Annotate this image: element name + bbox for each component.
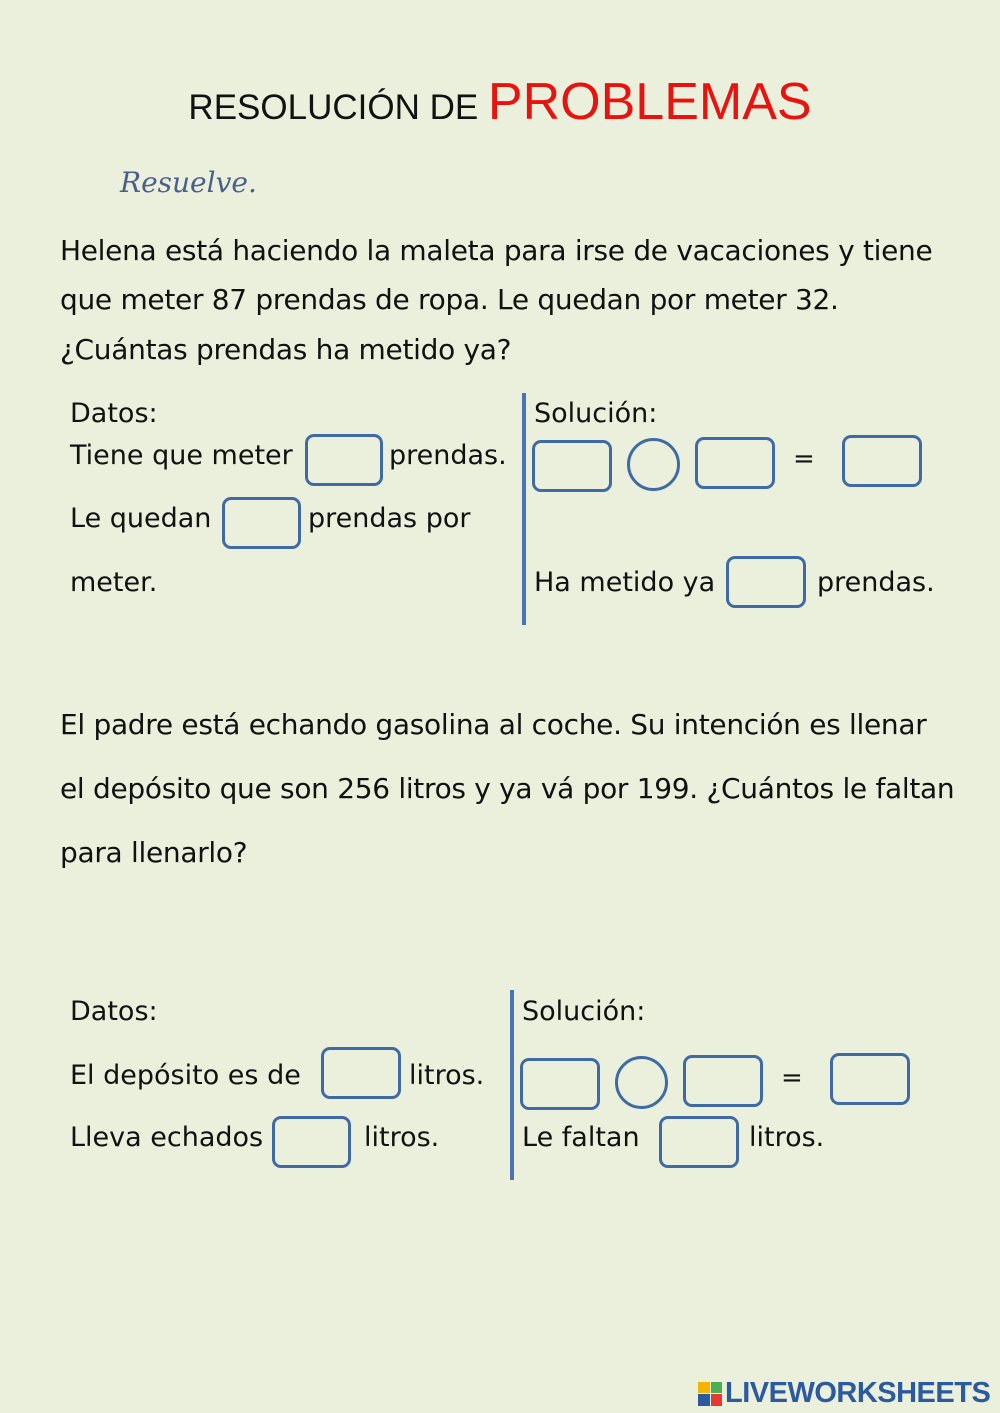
page-title (0, 72, 1000, 132)
problem1-operand1-input[interactable] (532, 440, 612, 492)
problem1-answer-before: Ha metido ya (534, 567, 716, 598)
liveworksheets-logo-icon (698, 1382, 722, 1406)
problem2-line2: el depósito que son 256 litros y ya vá por 199. ¿Cuántos le faltan (60, 772, 955, 805)
problem2-divider (510, 990, 514, 1180)
problem2-datos-line2-after: litros. (364, 1122, 440, 1153)
problem1-answer-after: prendas. (817, 567, 935, 598)
problem1-datos-label: Datos: (70, 398, 158, 429)
problem2-result-input[interactable] (830, 1053, 910, 1105)
problem1-total-input[interactable] (305, 434, 383, 486)
title-part2: PROBLEMAS (487, 73, 812, 131)
problem1-solucion-label: Solución: (534, 398, 658, 429)
problem1-datos-line3: meter. (70, 567, 158, 598)
problem1-operator-input[interactable] (627, 438, 680, 491)
problem2-equals-sign: = (781, 1063, 803, 1093)
problem2-operand1-input[interactable] (520, 1058, 600, 1110)
problem1-divider (522, 393, 526, 625)
problem2-solucion-label: Solución: (522, 996, 646, 1027)
problem2-datos-label: Datos: (70, 996, 158, 1027)
problem1-result-input[interactable] (842, 435, 922, 487)
problem1-datos-line2-after: prendas por (308, 503, 471, 534)
problem1-remaining-input[interactable] (222, 497, 301, 549)
problem2-datos-line1-before: El depósito es de (70, 1060, 301, 1091)
problem1-operand2-input[interactable] (695, 437, 775, 489)
problem1-line3: ¿Cuántas prendas ha metido ya? (60, 333, 512, 366)
problem1-datos-line2-before: Le quedan (70, 503, 212, 534)
problem2-operand2-input[interactable] (683, 1055, 763, 1107)
problem1-line2: que meter 87 prendas de ropa. Le quedan por meter 32. (60, 283, 839, 316)
problem2-filled-input[interactable] (272, 1116, 351, 1168)
problem1-datos-line1-after: prendas. (389, 440, 507, 471)
problem2-line1: El padre está echando gasolina al coche. Su intención es llenar (60, 708, 927, 741)
problem1-answer-input[interactable] (726, 556, 806, 608)
problem2-datos-line1-after: litros. (409, 1060, 485, 1091)
problem1-datos-line1-before: Tiene que meter (70, 440, 293, 471)
problem2-line3: para llenarlo? (60, 836, 248, 869)
problem2-answer-before: Le faltan (522, 1122, 640, 1153)
problem2-answer-input[interactable] (659, 1116, 739, 1168)
problem2-capacity-input[interactable] (321, 1047, 401, 1099)
title-part1: RESOLUCIÓN DE (188, 88, 488, 127)
liveworksheets-logo[interactable] (698, 1377, 990, 1410)
problem1-equals-sign: = (793, 444, 815, 474)
instruction-text: Resuelve. (120, 166, 257, 199)
problem1-line1: Helena está haciendo la maleta para irse de vacaciones y tiene (60, 234, 933, 267)
problem2-answer-after: litros. (749, 1122, 825, 1153)
problem2-operator-input[interactable] (615, 1056, 668, 1109)
problem2-datos-line2-before: Lleva echados (70, 1122, 264, 1153)
logo-text: LIVEWORKSHEETS (725, 1377, 991, 1409)
